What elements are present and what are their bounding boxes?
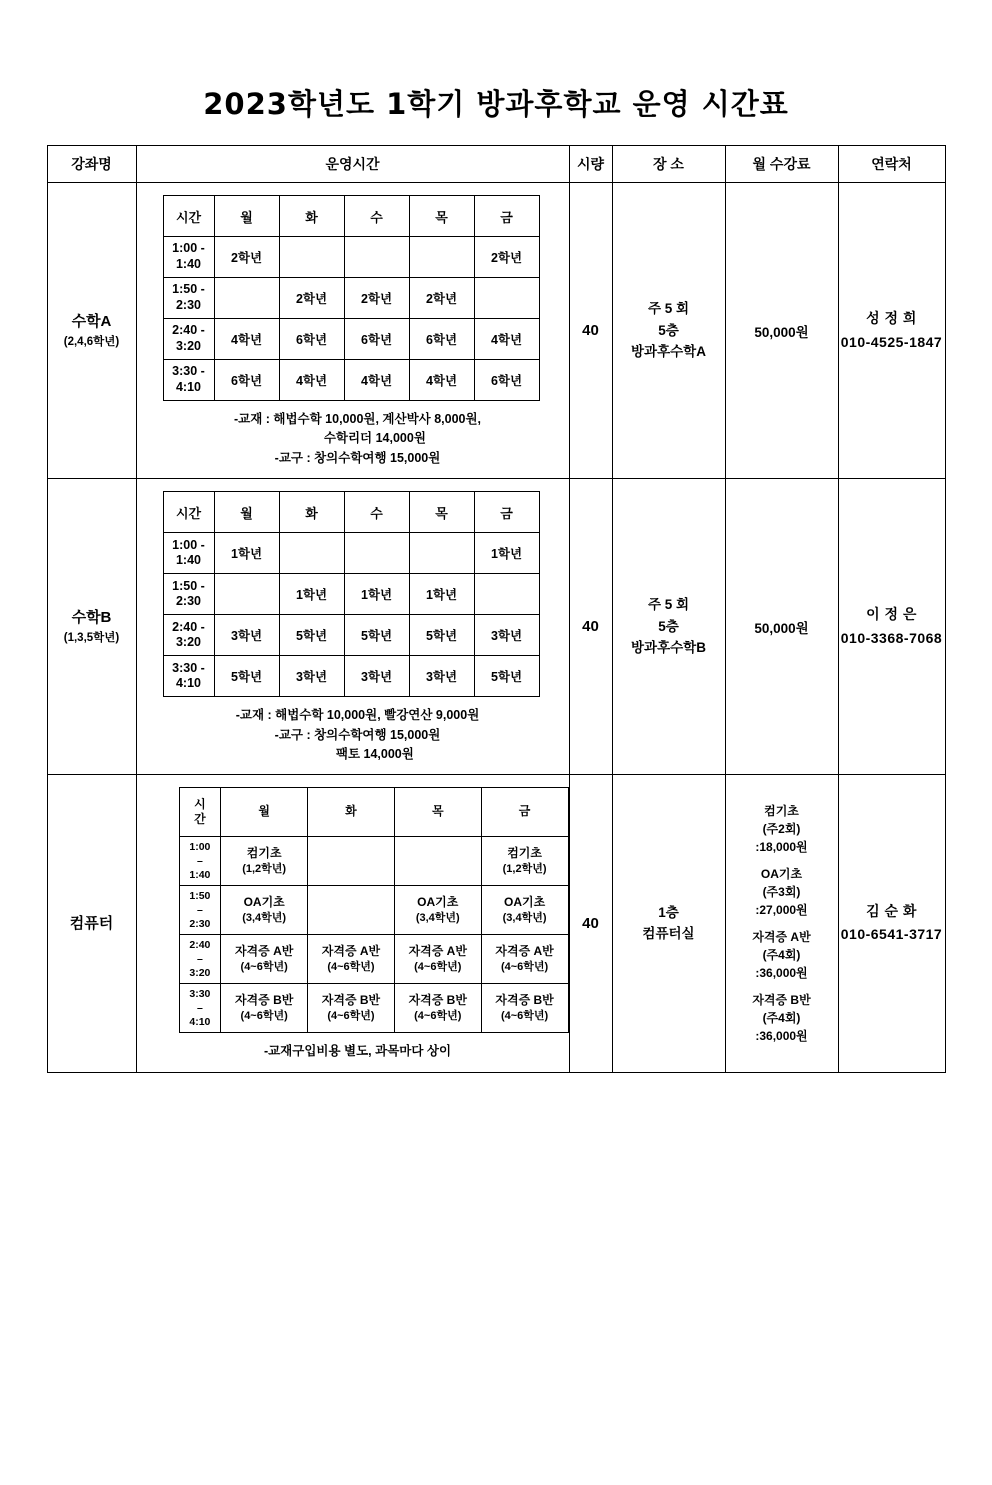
- place-math-a: [612, 183, 725, 479]
- place-line-2: 컴퓨터실: [642, 926, 695, 942]
- grid-cell: 2학년: [279, 278, 344, 319]
- note-line: -교구 : 창의수학여행 15,000원: [274, 727, 441, 742]
- place-line-1: 주 5 회: [647, 301, 690, 317]
- grid-row: [179, 837, 568, 886]
- grid-cell: [221, 837, 308, 886]
- table-row: [47, 183, 945, 479]
- capacity-computer: 40: [569, 775, 612, 1072]
- grid-cell: 6학년: [409, 319, 474, 360]
- time-slot-2-start: 1:50 -: [172, 282, 205, 297]
- contact-phone: 010-4525-1847: [840, 333, 943, 350]
- grid-cell: [409, 237, 474, 278]
- weekly-grid-computer: [179, 787, 569, 1033]
- grid-cell: 3학년: [344, 656, 409, 697]
- grid-header-fri: 금: [474, 196, 539, 237]
- grid-cell: [409, 533, 474, 574]
- capacity-math-a: 40: [569, 183, 612, 479]
- header-capacity: 시량: [569, 146, 612, 183]
- grid-cell: 4학년: [474, 319, 539, 360]
- contact-computer: [838, 775, 945, 1072]
- grid-cell: [474, 574, 539, 615]
- fee-label: 자격증 A반: [752, 929, 811, 944]
- grid-cell: 5학년: [474, 656, 539, 697]
- contact-phone: 010-3368-7068: [840, 629, 943, 646]
- grid-cell: 6학년: [474, 360, 539, 401]
- note-line: 팩토 14,000원: [301, 746, 414, 761]
- grid-cell-title: OA기초: [417, 895, 459, 910]
- schedule-math-b: [136, 479, 569, 775]
- grid-cell: [344, 533, 409, 574]
- note-line: -교재 : 해법수학 10,000원, 빨강연산 9,000원: [235, 708, 480, 723]
- grid-cell: [481, 935, 568, 984]
- time-slot-4-end: 4:10: [175, 676, 202, 691]
- grid-cell-grade: (4~6학년): [414, 960, 462, 973]
- grid-cell: 5학년: [409, 615, 474, 656]
- time-slot-1: [163, 237, 214, 278]
- grid-header-fri: 금: [474, 492, 539, 533]
- grid-cell: 3학년: [474, 615, 539, 656]
- place-line-2: 5층: [658, 322, 679, 338]
- grid-cell-grade: (4~6학년): [240, 1009, 288, 1022]
- fee-label: 컴기초: [764, 803, 799, 818]
- time-slot-3-end: 3:20: [175, 635, 202, 650]
- grid-header-wed: 수: [344, 492, 409, 533]
- notes-math-b: [147, 706, 569, 764]
- grid-cell-grade: (3,4학년): [502, 911, 547, 924]
- grid-cell-title: 컴기초: [246, 846, 282, 861]
- fee-math-b: 50,000원: [725, 479, 838, 775]
- grid-cell: [214, 574, 279, 615]
- table-row: [47, 775, 945, 1072]
- grid-header-mon: 월: [221, 788, 308, 837]
- grid-header-time-a: 시: [194, 796, 206, 811]
- time-slot-2-end: 2:30: [175, 298, 202, 312]
- fee-math-a: 50,000원: [725, 183, 838, 479]
- grid-cell: 3학년: [279, 656, 344, 697]
- grid-cell: [394, 935, 481, 984]
- grid-cell: [394, 984, 481, 1033]
- grid-cell: [214, 278, 279, 319]
- table-header-row: [47, 146, 945, 183]
- grid-cell-title: 자격증 A반: [321, 944, 381, 959]
- fee-label: 자격증 B반: [752, 992, 811, 1007]
- time-slot-3: [179, 935, 221, 984]
- course-grades: (2,4,6학년): [63, 336, 120, 349]
- note-line: -교재 : 해법수학 10,000원, 계산박사 8,000원,: [233, 412, 482, 426]
- weekly-grid-math-a: [163, 195, 540, 401]
- contact-name: 김 순 화: [866, 902, 917, 919]
- grid-cell-title: OA기초: [243, 895, 285, 910]
- grid-cell-title: 자격증 A반: [495, 944, 554, 959]
- grid-row: [163, 574, 539, 615]
- grid-cell: [308, 984, 395, 1033]
- grid-cell: 1학년: [279, 574, 344, 615]
- time-slot-1-start: 1:00 -: [172, 537, 205, 552]
- notes-math-a: [147, 410, 569, 468]
- course-name-computer: [47, 775, 136, 1072]
- place-math-b: [612, 479, 725, 775]
- course-grades: (1,3,5학년): [63, 632, 120, 645]
- fee-block: [728, 865, 836, 919]
- time-slot-4: [163, 360, 214, 401]
- course-title: 컴퓨터: [69, 914, 114, 932]
- header-monthly-fee: 월 수강료: [725, 146, 838, 183]
- time-slot-3-start: 2:40 -: [172, 619, 205, 634]
- time-slot-4-start: 3:30 -: [172, 660, 205, 675]
- grid-header-thu: 목: [394, 788, 481, 837]
- fee-frequency: (주3회): [762, 884, 801, 899]
- place-line-1: 1층: [658, 904, 679, 920]
- grid-cell-grade: (4~6학년): [500, 960, 549, 973]
- grid-cell: [308, 837, 395, 886]
- fee-amount: :27,000원: [755, 902, 808, 917]
- grid-cell: 2학년: [344, 278, 409, 319]
- grid-row: [163, 360, 539, 401]
- time-slot-4: [163, 656, 214, 697]
- grid-row: [179, 886, 568, 935]
- grid-cell: [344, 237, 409, 278]
- fee-amount: :36,000원: [755, 965, 808, 980]
- time-slot-2: [163, 278, 214, 319]
- grid-cell-title: 자격증 B반: [495, 993, 554, 1008]
- course-name-math-a: [47, 183, 136, 479]
- time-slot-3: [163, 615, 214, 656]
- grid-cell-title: 자격증 B반: [234, 993, 294, 1008]
- time-slot-4: [179, 984, 221, 1033]
- grid-cell: [308, 886, 395, 935]
- grid-cell: [279, 533, 344, 574]
- grid-cell-grade: (4~6학년): [414, 1009, 462, 1022]
- grid-cell: 5학년: [214, 656, 279, 697]
- grid-cell: [308, 935, 395, 984]
- grid-header-tue: 화: [308, 788, 395, 837]
- notes-computer: [147, 1042, 569, 1061]
- grid-cell: [474, 278, 539, 319]
- grid-cell-grade: (1,2학년): [502, 862, 547, 875]
- grid-cell-grade: (3,4학년): [415, 911, 460, 924]
- time-slot-1: [163, 533, 214, 574]
- place-line-3: 방과후수학A: [631, 344, 706, 360]
- grid-cell: [481, 837, 568, 886]
- grid-cell-title: 컴기초: [507, 846, 542, 861]
- time-slot-2-start: 1:50 -: [172, 578, 205, 593]
- fee-amount: :18,000원: [755, 839, 808, 854]
- grid-cell: [221, 984, 308, 1033]
- grid-cell: 6학년: [344, 319, 409, 360]
- grid-cell: 5학년: [344, 615, 409, 656]
- time-slot-2-end: 2:30: [189, 918, 211, 931]
- grid-header-row: [163, 492, 539, 533]
- grid-cell: 3학년: [409, 656, 474, 697]
- fee-amount: :36,000원: [755, 1028, 808, 1043]
- contact-math-a: [838, 183, 945, 479]
- time-slot-3-end: 3:20: [189, 967, 211, 980]
- time-slot-1-dash: –: [196, 855, 203, 868]
- contact-phone: 010-6541-3717: [840, 926, 943, 943]
- fee-block: [728, 991, 836, 1045]
- grid-row: [163, 656, 539, 697]
- course-title: 수학A: [71, 313, 112, 331]
- grid-cell: 4학년: [279, 360, 344, 401]
- place-computer: [612, 775, 725, 1072]
- grid-cell: 4학년: [214, 319, 279, 360]
- grid-cell: 5학년: [279, 615, 344, 656]
- grid-cell: 1학년: [409, 574, 474, 615]
- grid-header-tue: 화: [279, 196, 344, 237]
- header-operating-time: 운영시간: [136, 146, 569, 183]
- grid-cell: 4학년: [409, 360, 474, 401]
- grid-cell-title: OA기초: [503, 895, 546, 910]
- grid-cell-grade: (4~6학년): [327, 960, 375, 973]
- weekly-grid-math-b: [163, 491, 540, 697]
- place-line-1: 주 5 회: [647, 597, 690, 613]
- time-slot-3: [163, 319, 214, 360]
- grid-header-tue: 화: [279, 492, 344, 533]
- grid-cell: 2학년: [409, 278, 474, 319]
- grid-row: [163, 615, 539, 656]
- fee-frequency: (주4회): [762, 947, 801, 962]
- grid-header-time-b: 간: [194, 812, 206, 827]
- note-line: 수학리더 14,000원: [289, 431, 426, 446]
- grid-cell: [221, 935, 308, 984]
- grid-cell: [481, 886, 568, 935]
- grid-cell-title: 자격증 B반: [408, 993, 467, 1008]
- grid-header-time: 시간: [163, 492, 214, 533]
- time-slot-2-start: 1:50: [189, 889, 211, 902]
- grid-cell-grade: (4~6학년): [327, 1009, 375, 1022]
- grid-cell-grade: (3,4학년): [242, 911, 287, 924]
- page-title: 2023학년도 1학기 방과후학교 운영 시간표: [203, 87, 789, 121]
- time-slot-4-dash: –: [196, 1002, 203, 1015]
- time-slot-4-end: 4:10: [189, 1016, 211, 1029]
- grid-cell-title: 자격증 A반: [234, 944, 294, 959]
- grid-row: [179, 984, 568, 1033]
- note-line: -교구 : 창의수학여행 15,000원: [274, 450, 441, 465]
- document-page: [0, 82, 992, 1485]
- time-slot-3-start: 2:40 -: [172, 323, 205, 338]
- place-line-2: 5층: [658, 618, 679, 634]
- time-slot-3-dash: –: [196, 953, 203, 966]
- grid-cell: 1학년: [474, 533, 539, 574]
- grid-cell: 3학년: [214, 615, 279, 656]
- time-slot-3-end: 3:20: [175, 339, 202, 353]
- time-slot-1-start: 1:00: [189, 840, 211, 853]
- schedule-computer: [136, 775, 569, 1072]
- time-slot-1-start: 1:00 -: [172, 241, 205, 256]
- contact-name: 성 정 희: [866, 309, 917, 326]
- capacity-math-b: 40: [569, 479, 612, 775]
- grid-cell-grade: (4~6학년): [240, 960, 288, 973]
- note-line: -교재구입비용 별도, 과목마다 상이: [263, 1044, 452, 1059]
- grid-row: [163, 237, 539, 278]
- grid-cell: [394, 837, 481, 886]
- grid-cell: 1학년: [344, 574, 409, 615]
- fee-computer: [725, 775, 838, 1072]
- grid-cell: 6학년: [279, 319, 344, 360]
- place-line-3: 방과후수학B: [631, 640, 706, 656]
- time-slot-2: [163, 574, 214, 615]
- grid-row: [179, 935, 568, 984]
- time-slot-1-end: 1:40: [189, 869, 211, 882]
- grid-cell: 6학년: [214, 360, 279, 401]
- time-slot-4-start: 3:30 -: [172, 364, 205, 379]
- time-slot-4-end: 4:10: [175, 380, 202, 394]
- grid-header-thu: 목: [409, 196, 474, 237]
- time-slot-1-end: 1:40: [175, 553, 202, 568]
- fee-block: [728, 928, 836, 982]
- grid-header-mon: 월: [214, 492, 279, 533]
- time-slot-3-start: 2:40: [189, 938, 211, 951]
- grid-header-wed: 수: [344, 196, 409, 237]
- header-course-name: 강좌명: [47, 146, 136, 183]
- grid-header-fri: 금: [481, 788, 568, 837]
- fee-block: [728, 802, 836, 856]
- grid-cell: [394, 886, 481, 935]
- header-contact: 연락처: [838, 146, 945, 183]
- grid-cell: 2학년: [214, 237, 279, 278]
- grid-header-mon: 월: [214, 196, 279, 237]
- grid-header-time: [179, 788, 221, 837]
- grid-cell: 4학년: [344, 360, 409, 401]
- grid-cell: [279, 237, 344, 278]
- grid-header-row: [179, 788, 568, 837]
- grid-header-time: 시간: [163, 196, 214, 237]
- grid-row: [163, 319, 539, 360]
- fee-label: OA기초: [760, 866, 803, 881]
- fee-frequency: (주2회): [762, 821, 801, 836]
- time-slot-2-end: 2:30: [175, 594, 202, 609]
- time-slot-4-start: 3:30: [189, 987, 211, 1000]
- grid-cell-title: 자격증 A반: [408, 944, 467, 959]
- fee-frequency: (주4회): [762, 1010, 801, 1025]
- grid-cell: 2학년: [474, 237, 539, 278]
- grid-cell: [481, 984, 568, 1033]
- course-title: 수학B: [71, 609, 112, 627]
- grid-cell: [221, 886, 308, 935]
- time-slot-2: [179, 886, 221, 935]
- grid-cell-grade: (1,2학년): [242, 862, 287, 875]
- grid-row: [163, 533, 539, 574]
- grid-header-row: [163, 196, 539, 237]
- schedule-math-a: [136, 183, 569, 479]
- timetable: [47, 145, 946, 1073]
- grid-header-thu: 목: [409, 492, 474, 533]
- time-slot-2-dash: –: [196, 904, 203, 917]
- header-place: 장 소: [612, 146, 725, 183]
- grid-cell-grade: (4~6학년): [500, 1009, 549, 1022]
- table-row: [47, 479, 945, 775]
- time-slot-1: [179, 837, 221, 886]
- time-slot-1-end: 1:40: [175, 257, 202, 271]
- grid-row: [163, 278, 539, 319]
- contact-name: 이 정 은: [866, 605, 917, 622]
- course-name-math-b: [47, 479, 136, 775]
- grid-cell-title: 자격증 B반: [321, 993, 381, 1008]
- grid-cell: 1학년: [214, 533, 279, 574]
- contact-math-b: [838, 479, 945, 775]
